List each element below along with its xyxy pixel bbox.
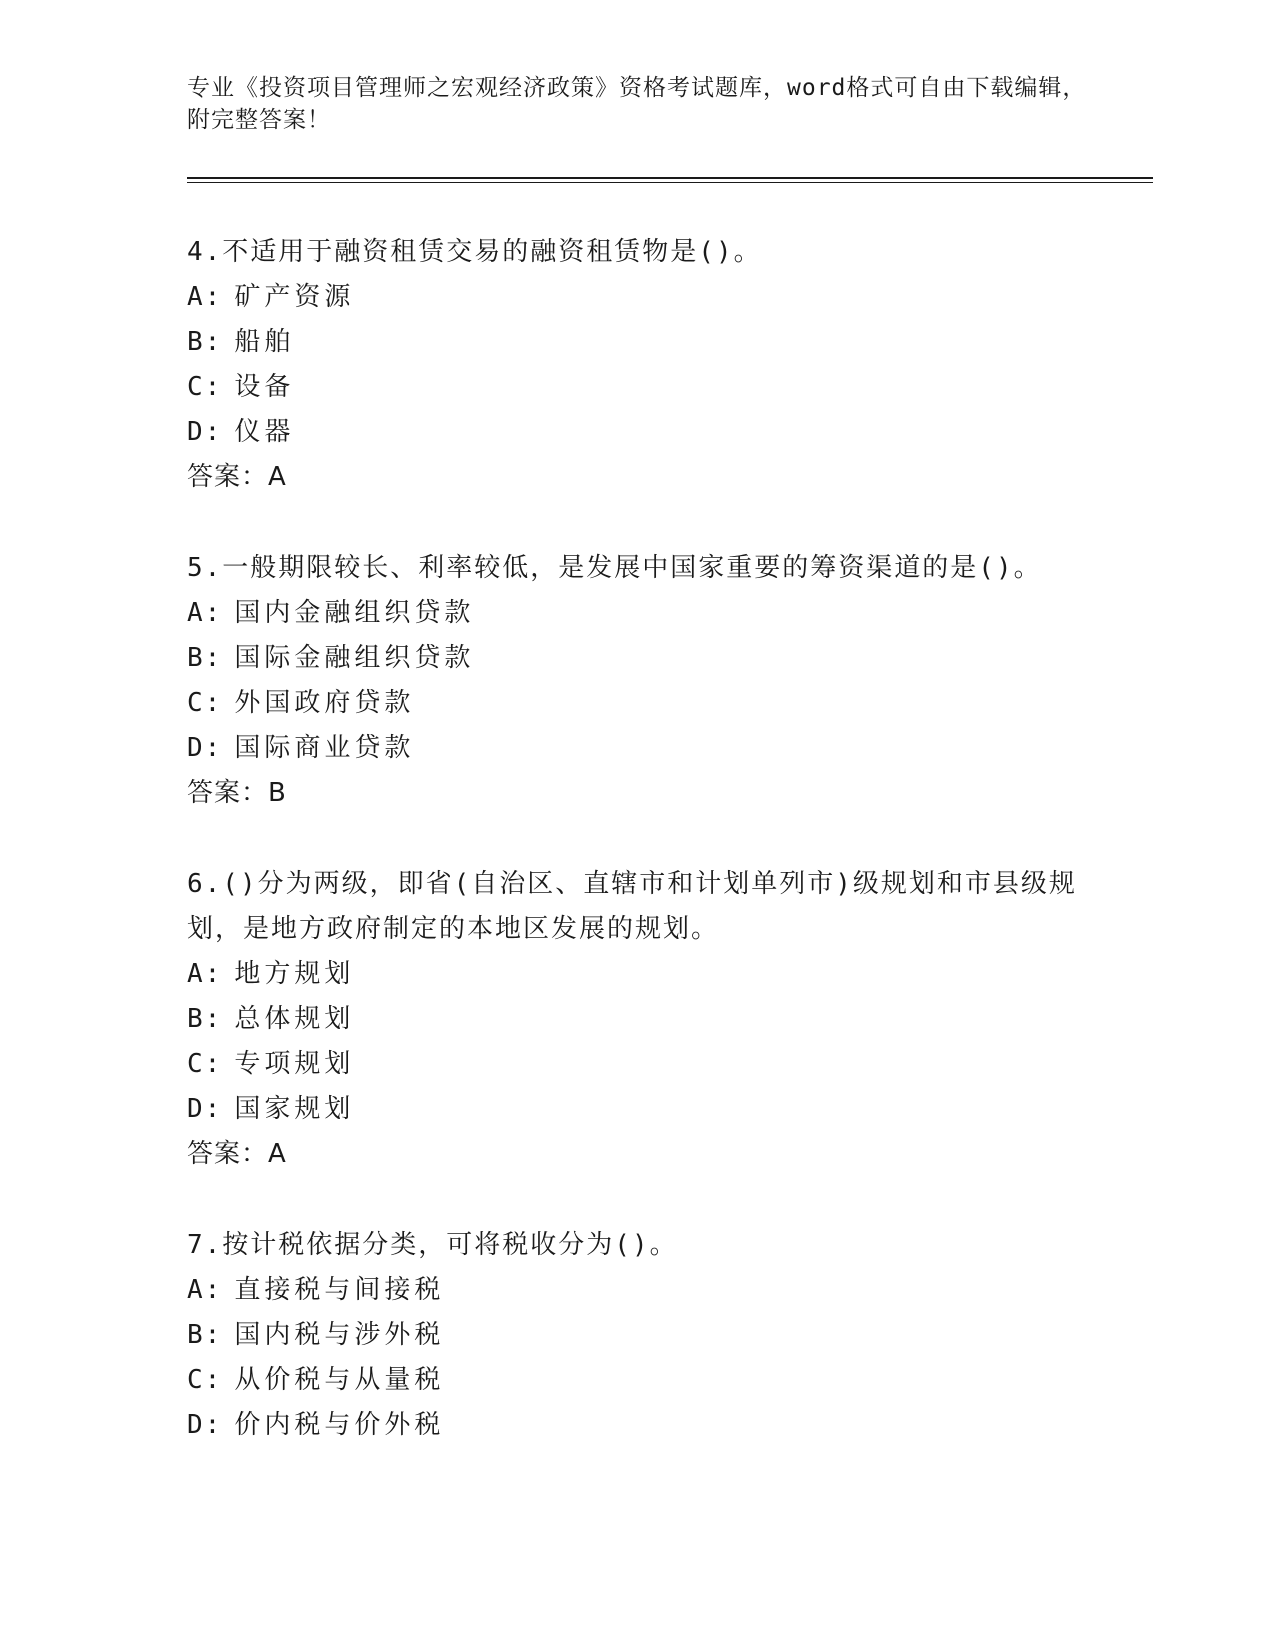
question-block — [187, 862, 1087, 1177]
option-label: B: — [187, 643, 223, 673]
option-b — [187, 320, 1087, 365]
option-text: 专项规划 — [234, 1049, 355, 1079]
question-block — [187, 546, 1087, 816]
option-label: C: — [187, 688, 223, 718]
option-label: C: — [187, 372, 223, 402]
option-a — [187, 275, 1087, 320]
option-label: D: — [187, 733, 223, 763]
header-rule-thick — [187, 177, 1153, 179]
option-text: 国家规划 — [234, 1094, 355, 1124]
question-stem: 7.按计税依据分类，可将税收分为()。 — [187, 1230, 678, 1260]
option-c — [187, 681, 1087, 726]
option-text: 地方规划 — [234, 959, 355, 989]
option-text: 直接税与间接税 — [234, 1275, 445, 1305]
document-header: 专业《投资项目管理师之宏观经济政策》资格考试题库，word格式可自由下载编辑，附完整答案！ — [187, 75, 1087, 133]
option-c — [187, 1358, 1087, 1403]
option-text: 船舶 — [234, 327, 295, 357]
option-text: 从价税与从量税 — [234, 1365, 445, 1395]
option-d — [187, 410, 1087, 455]
option-c — [187, 1042, 1087, 1087]
answer-line: 答案：A — [187, 1139, 287, 1169]
option-text: 价内税与价外税 — [234, 1410, 445, 1440]
option-label: B: — [187, 327, 223, 357]
question-stem: 6.()分为两级，即省(自治区、直辖市和计划单列市)级规划和市县级规划，是地方政府制定的本地区发展的规划。 — [187, 869, 1077, 944]
option-d — [187, 726, 1087, 771]
option-text: 仪器 — [234, 417, 295, 447]
option-label: D: — [187, 1094, 223, 1124]
option-label: D: — [187, 1410, 223, 1440]
option-text: 国际商业贷款 — [234, 733, 415, 763]
option-text: 矿产资源 — [234, 282, 355, 312]
option-text: 设备 — [234, 372, 295, 402]
option-text: 总体规划 — [234, 1004, 355, 1034]
option-label: B: — [187, 1004, 223, 1034]
option-d — [187, 1403, 1087, 1448]
option-b — [187, 1313, 1087, 1358]
option-a — [187, 591, 1087, 636]
option-text: 国内金融组织贷款 — [234, 598, 475, 628]
option-label: B: — [187, 1320, 223, 1350]
option-a — [187, 1268, 1087, 1313]
option-c — [187, 365, 1087, 410]
option-label: C: — [187, 1049, 223, 1079]
option-label: A: — [187, 1275, 223, 1305]
header-rule-thin — [187, 182, 1153, 183]
option-label: A: — [187, 282, 223, 312]
option-label: D: — [187, 417, 223, 447]
answer-line: 答案：A — [187, 462, 287, 492]
question-block — [187, 230, 1087, 500]
answer-line: 答案：B — [187, 778, 287, 808]
question-stem: 4.不适用于融资租赁交易的融资租赁物是()。 — [187, 237, 762, 267]
option-label: C: — [187, 1365, 223, 1395]
option-b — [187, 997, 1087, 1042]
option-b — [187, 636, 1087, 681]
option-text: 外国政府贷款 — [234, 688, 415, 718]
option-a — [187, 952, 1087, 997]
option-label: A: — [187, 598, 223, 628]
question-block — [187, 1223, 1087, 1448]
option-d — [187, 1087, 1087, 1132]
question-stem: 5.一般期限较长、利率较低，是发展中国家重要的筹资渠道的是()。 — [187, 553, 1042, 583]
option-text: 国内税与涉外税 — [234, 1320, 445, 1350]
option-label: A: — [187, 959, 223, 989]
option-text: 国际金融组织贷款 — [234, 643, 475, 673]
